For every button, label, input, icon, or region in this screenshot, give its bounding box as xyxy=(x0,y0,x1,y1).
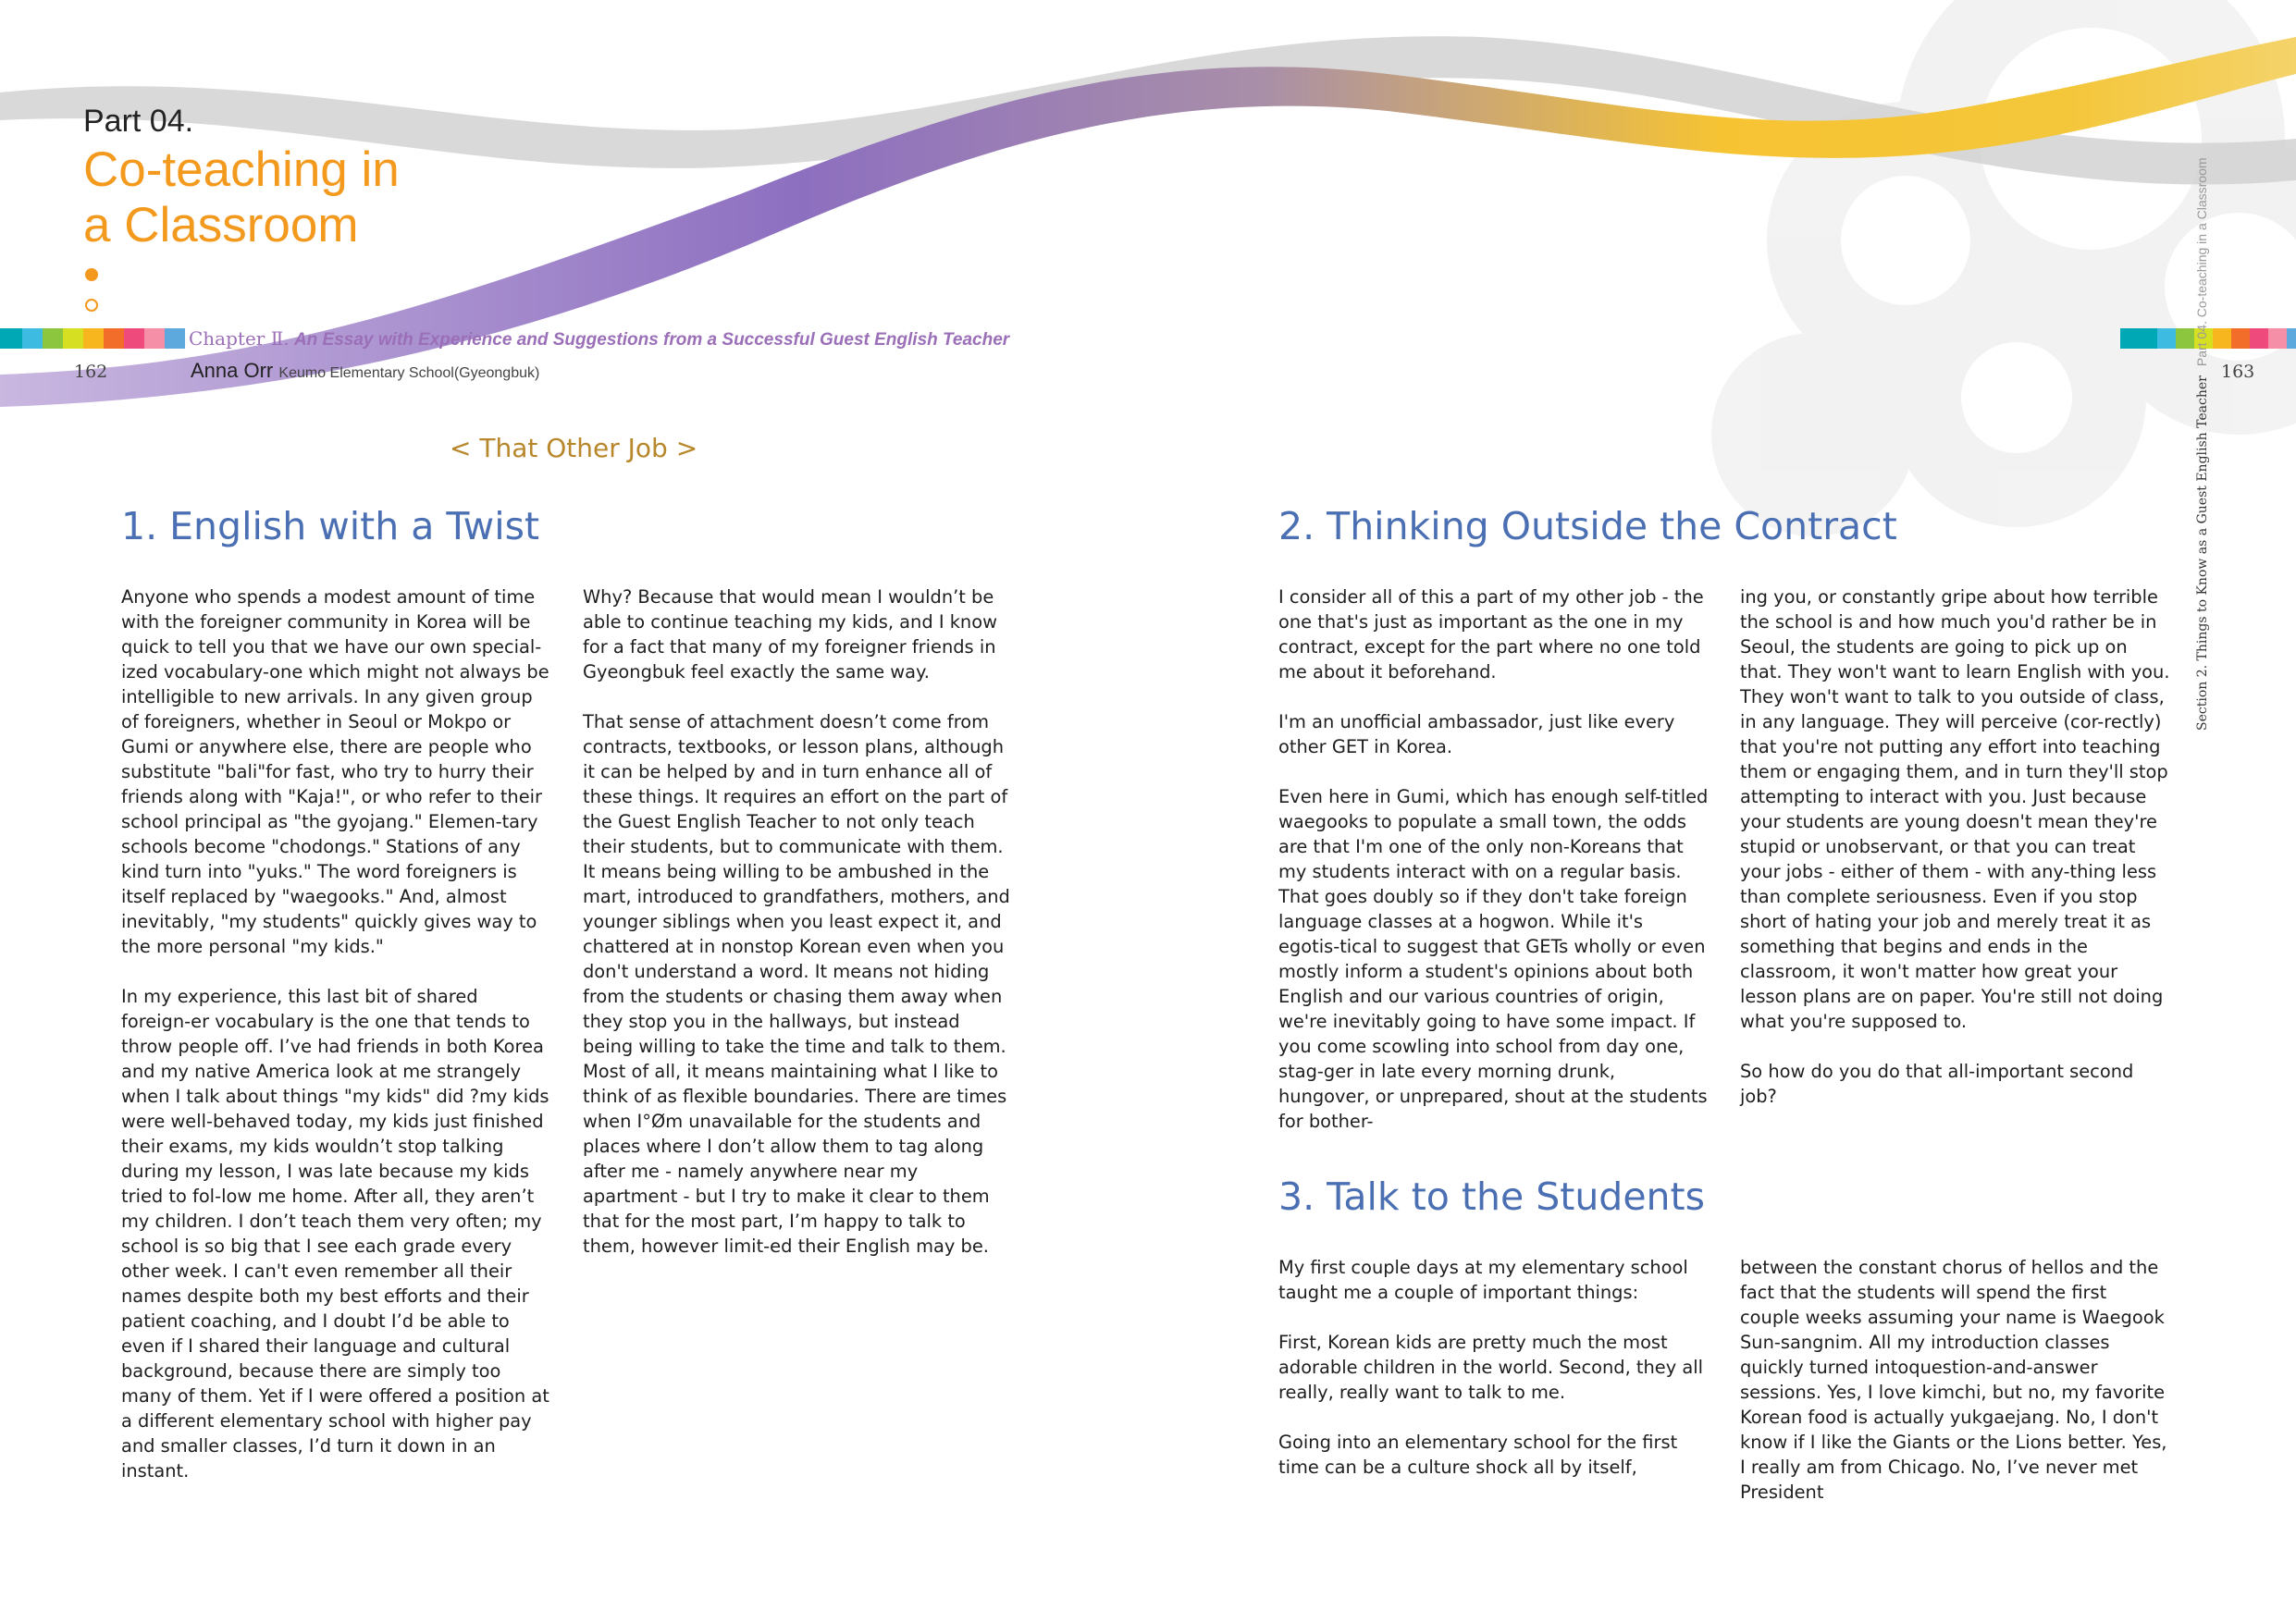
bullet-ring-icon xyxy=(85,299,98,312)
paragraph: Even here in Gumi, which has enough self-titled waegooks to populate a small town, the odds are that I'm one of the only non-Koreans that my students interact with on a regular basis. That goes doubly so if they don't take foreign language classes at a hogwon. While it's egotis-tical to suggest that GETs wholly or even mostly inform a student's opinions about both English and our various countries of origin, we're inevitably going to have some impact. If you come scowling into school from day one, stag-ger in late every morning drunk, hungover, or unprepared, shout at the students for bother- xyxy=(1278,786,1709,1132)
paragraph: My first couple days at my elementary school taught me a couple of important things: xyxy=(1278,1257,1688,1303)
color-swatch xyxy=(2157,328,2176,349)
section-2-column-2 xyxy=(1740,584,2170,1109)
color-swatch xyxy=(0,328,22,349)
paragraph: I consider all of this a part of my other job - the one that's just as important as the one in my contract, except for the part where no one told me about it beforehand. xyxy=(1278,586,1704,682)
chapter-prefix: Chapter Ⅱ. xyxy=(189,327,290,350)
section-3-column-2 xyxy=(1740,1255,2170,1505)
side-running-header xyxy=(2194,157,2210,731)
section-heading-3: 3. Talk to the Students xyxy=(1278,1174,1705,1219)
color-swatch xyxy=(2213,328,2231,349)
author-line xyxy=(191,359,539,383)
paragraph: That sense of attachment doesn’t come from contracts, textbooks, or lesson plans, although it can be helped by and in turn enhance all of these things. It requires an effort on the part of the Guest English Teacher to not only teach their students, but to communicate with them. It means being willing to be ambushed in the mart, introduced to grandfathers, mothers, and younger siblings when you least expect it, and chattered at in nonstop Korean even when you don't understand a word. It means not hiding from the students or chasing them away when they stop you in the hallways, but instead being willing to take the time and talk to them. Most of all, it means maintaining what I like to think of as flexible boundaries. There are times when I°Øm unavailable for the students and places where I don’t allow them to tag along after me - namely anywhere near my apartment - but I try to make it clear to them that for the most part, I’m happy to talk to them, however limit-ed their English may be. xyxy=(583,711,1010,1257)
color-swatch xyxy=(165,328,185,349)
part-title-line2: a Classroom xyxy=(83,198,359,252)
part-label: Part 04. xyxy=(83,104,194,139)
paragraph: Going into an elementary school for the first time can be a culture shock all by itself, xyxy=(1278,1432,1678,1478)
page-number-left: 162 xyxy=(74,362,108,382)
color-swatch xyxy=(83,328,104,349)
running-part: Part 04. Co-teaching in a Classroom xyxy=(2194,157,2209,367)
color-swatch xyxy=(104,328,124,349)
section-heading-1: 1. English with a Twist xyxy=(121,504,540,548)
color-swatch xyxy=(2231,328,2250,349)
paragraph: Anyone who spends a modest amount of time with the foreigner community in Korea will be quick to tell you that we have our own special-ized vocabulary-one which might not always be intelligible to new arrivals. In any given group of foreigners, whether in Seoul or Mokpo or Gumi or anywhere else, there are people who substitute "bali"for fast, who try to hurry their friends along with "Kaja!", or who refer to their school principal as "the gyojang." Elemen-tary schools become "chodongs." Stations of any kind turn into "yuks." The word foreigners is itself replaced by "waegooks." And, almost inevitably, "my students" quickly gives way to the more personal "my kids." xyxy=(121,586,549,957)
section-heading-2: 2. Thinking Outside the Contract xyxy=(1278,504,1897,548)
running-section: Section 2. Things to Know as a Guest English Teacher xyxy=(2195,375,2210,731)
paragraph: Why? Because that would mean I wouldn’t be able to continue teaching my kids, and I know for a fact that many of my foreigner friends in Gyeongbuk feel exactly the same way. xyxy=(583,586,997,682)
paragraph: ing you, or constantly gripe about how terrible the school is and how much you'd rather be in Seoul, the students are going to pick up on that. They won't want to learn English with you. They won't want to talk to you outside of class, in any language. They will perceive (cor-rectly) that you're not putting any effort into teaching them or engaging them, and in turn they'll stop attempting to interact with you. Just because your students are young doesn't mean they're stupid or unobservant, or that you can treat your jobs - either of them - with any-thing less than complete seriousness. Even if you stop short of hating your job and merely treat it as something that begins and ends in the classroom, it won't matter how great your lesson plans are on paper. You're still not doing what you're supposed to. xyxy=(1740,586,2170,1032)
paragraph: So how do you do that all-important second job? xyxy=(1740,1061,2134,1107)
color-swatch xyxy=(43,328,63,349)
section-1-column-1 xyxy=(121,584,551,1483)
paragraph: First, Korean kids are pretty much the most adorable children in the world. Second, they all really, really want to talk to me. xyxy=(1278,1332,1704,1403)
color-swatch xyxy=(2268,328,2287,349)
author-name: Anna Orr xyxy=(191,359,274,382)
author-school: Keumo Elementary School(Gyeongbuk) xyxy=(278,365,540,381)
color-swatch xyxy=(22,328,43,349)
color-swatch xyxy=(63,328,83,349)
section-3-column-1 xyxy=(1278,1255,1709,1480)
essay-title: < That Other Job > xyxy=(450,433,698,463)
color-swatch xyxy=(2250,328,2268,349)
color-swatch xyxy=(2287,328,2296,349)
paragraph: between the constant chorus of hellos and the fact that the students will spend the first couple weeks assuming your name is Waegook Sun-sangnim. All my introduction classes quickly turned intoquestion-and-answer sessions. Yes, I love kimchi, but no, my favorite Korean food is actually yukgaejang. No, I don't know if I like the Giants or the Lions better. Yes, I really am from Chicago. No, I’ve never met President xyxy=(1740,1257,2167,1503)
part-title xyxy=(83,142,564,253)
color-swatch xyxy=(124,328,144,349)
paragraph: I'm an unofficial ambassador, just like every other GET in Korea. xyxy=(1278,711,1675,757)
color-swatch xyxy=(144,328,165,349)
section-2-column-1 xyxy=(1278,584,1709,1134)
part-title-line1: Co-teaching in xyxy=(83,142,400,197)
color-bar-left xyxy=(0,328,185,349)
bullet-dot-icon xyxy=(85,268,98,281)
section-1-column-2 xyxy=(583,584,1013,1259)
chapter-line xyxy=(189,327,1009,350)
chapter-title: An Essay with Experience and Suggestions from a Successful Guest English Teacher xyxy=(293,330,1010,350)
color-swatch xyxy=(2176,328,2194,349)
color-swatch xyxy=(2120,328,2157,349)
paragraph: In my experience, this last bit of shared foreign-er vocabulary is the one that tends to throw people off. I’ve had friends in both Korea and my native America look at me strangely when I talk about things "my kids" did ?my kids were well-behaved today, my kids just finished their exams, my kids wouldn’t stop talking during my lesson, I was late because my kids tried to fol-low me home. After all, they aren’t my children. I don’t teach them very often; my school is so big that I see each grade every other week. I can't even remember all their names despite both my best efforts and their patient coaching, and I doubt I’d be able to even if I shared their language and cultural background, because there are simply too many of them. Yet if I were offered a position at a different elementary school with higher pay and smaller classes, I’d turn it down in an instant. xyxy=(121,986,549,1482)
page-number-right: 163 xyxy=(2221,362,2255,382)
